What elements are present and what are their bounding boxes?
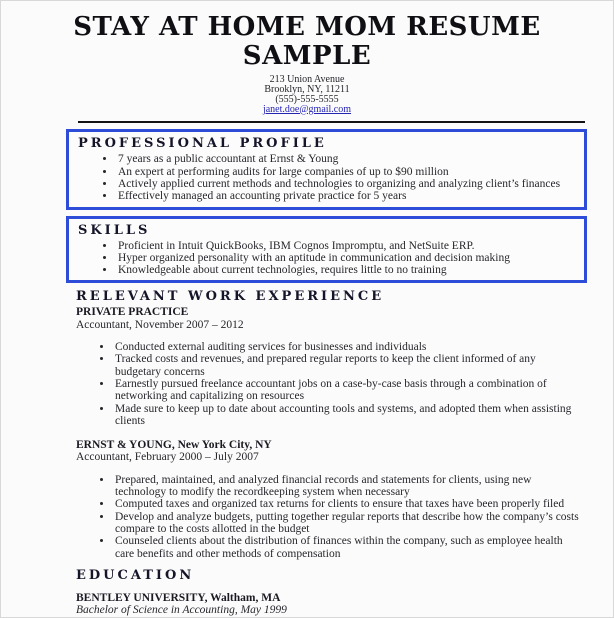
job-bullet-list [76,341,583,427]
school-name: BENTLEY UNIVERSITY, Waltham, MA [76,591,281,604]
skills-bullet-list [78,240,582,277]
profile-heading: PROFESSIONAL PROFILE [78,136,327,152]
bullet-item: • Develop and analyze budgets, putting together regular reports that describe how the company’s costs compare to the costs allotted in the budget [113,511,583,536]
job-bullet-list [76,474,583,560]
degree-line: Bachelor of Science in Accounting, May 1999 [76,604,287,617]
section-professional-profile [66,129,587,209]
contact-phone: (555)-555-5555 [275,93,339,105]
email-link[interactable]: janet.doe@gmail.com [262,103,352,115]
employer-name: ERNST & YOUNG, New York City, NY [76,439,272,452]
divider-line [78,121,585,123]
bullet-item: • Made sure to keep up to date about accounting tools and systems, and adopted them when assisting clients [113,403,583,428]
job-entry-ernst-young [76,439,579,560]
bullet-item: • Conducted external auditing services for businesses and individuals [113,341,583,353]
employer-name: PRIVATE PRACTICE [76,306,189,319]
contact-address: 213 Union Avenue [269,74,345,86]
section-education [76,568,576,617]
bullet-item: • Computed taxes and organized tax returns for clients to ensure that taxes have been properly filed [113,498,583,510]
profile-bullet-list [78,153,582,202]
bullet-item: • 7 years as a public accountant at Ernst & Young [116,153,582,165]
page-title-line-1: STAY AT HOME MOM RESUME [73,12,541,42]
bullet-item: • Tracked costs and revenues, and prepared regular reports to keep the client informed of any budgetary concerns [113,353,583,378]
job-title-dates: Accountant, November 2007 – 2012 [76,318,244,331]
bullet-item: • Effectively managed an accounting private practice for 5 years [116,190,582,202]
bullet-item: • Hyper organized personality with an aptitude in communication and decision making [116,252,582,264]
page-title [11,13,603,71]
page-title-line-2: SAMPLE [242,41,372,72]
bullet-item: • Knowledgeable about current technologies, requires little to no training [116,264,582,276]
contact-city: Brooklyn, NY, 11211 [264,84,350,96]
bullet-item: • An expert at performing audits for large companies of up to $90 million [116,166,582,178]
job-title-dates: Accountant, February 2000 – July 2007 [76,451,259,464]
skills-heading: SKILLS [78,222,151,238]
section-work-experience [76,289,579,560]
job-entry-private-practice [76,306,576,427]
bullet-item: • Proficient in Intuit QuickBooks, IBM Cognos Impromptu, and NetSuite ERP. [116,240,582,252]
bullet-item: • Counseled clients about the distribution of finances within the company, such as employee health care benefits and other methods of compensation [113,535,583,560]
education-heading: EDUCATION [76,567,195,583]
experience-heading: RELEVANT WORK EXPERIENCE [76,289,385,305]
bullet-item: • Earnestly pursued freelance accountant jobs on a case-by-case basis through a combination of networking and capitalizing on resources [113,378,583,403]
contact-block [1,75,613,114]
bullet-item: • Actively applied current methods and technologies to organizing and analyzing client’s finances [116,178,582,190]
section-skills [66,216,587,284]
bullet-item: • Prepared, maintained, and analyzed financial records and statements for clients, using new technology to modify the recordkeeping system when necessary [113,474,583,499]
